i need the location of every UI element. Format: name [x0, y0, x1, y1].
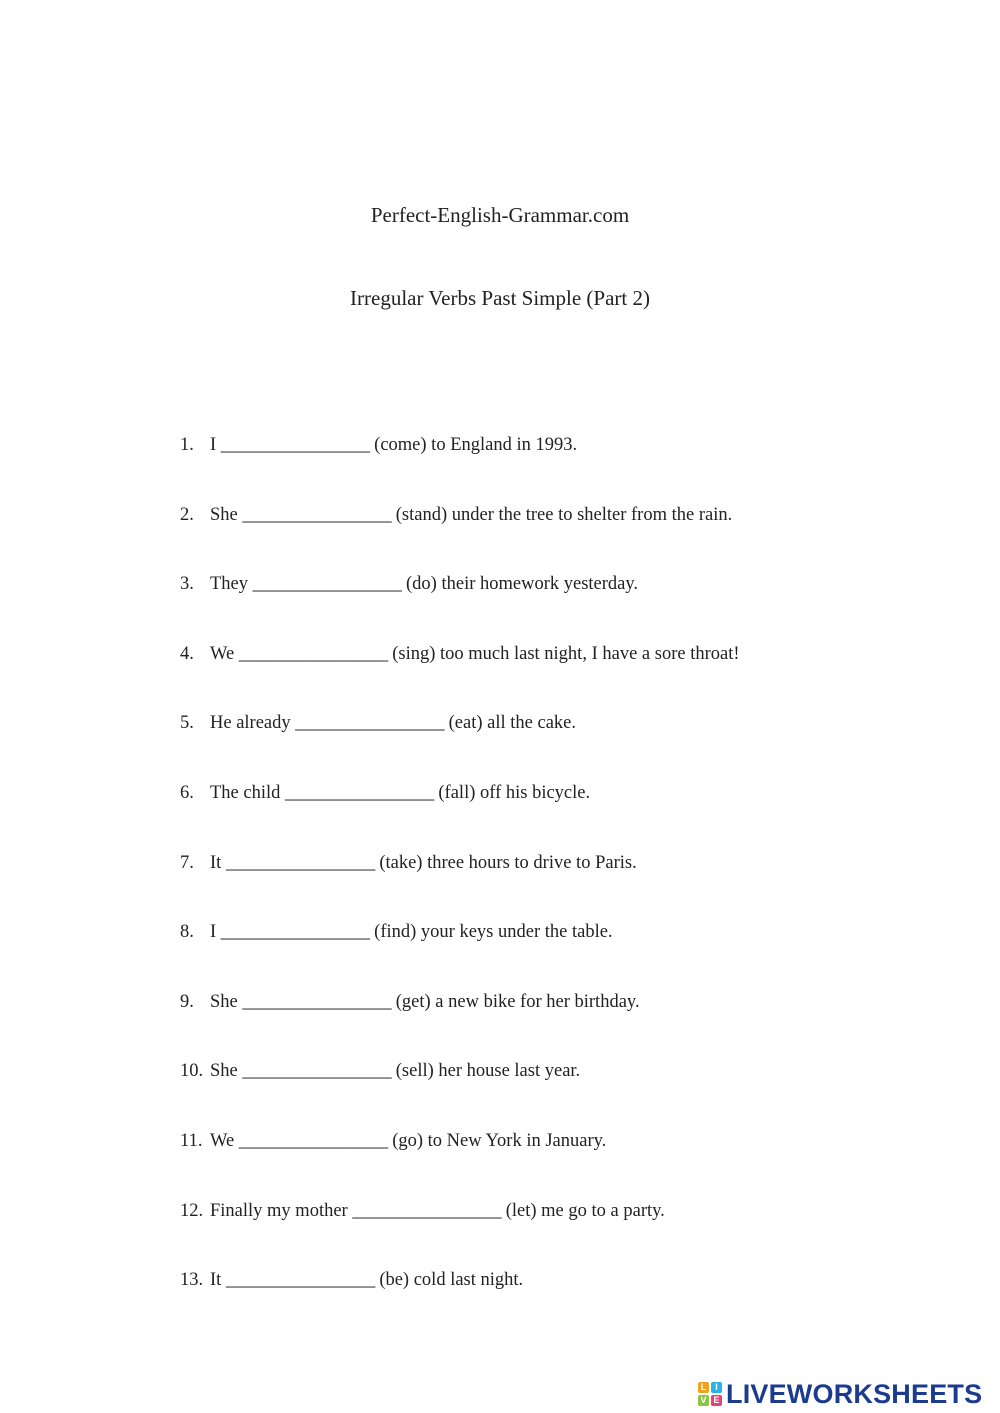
answer-blank[interactable]: _________________ [285, 782, 434, 803]
answer-blank[interactable]: _________________ [238, 643, 388, 664]
exercise-item [180, 710, 940, 780]
exercise-number: 1. [180, 435, 194, 455]
answer-blank[interactable]: _________________ [242, 1061, 392, 1082]
answer-blank[interactable]: _________________ [252, 574, 402, 595]
logo-icon-square: I [711, 1382, 722, 1393]
exercise-list [180, 432, 940, 1337]
site-name: Perfect-English-Grammar.com [370, 203, 630, 227]
exercise-number: 8. [180, 922, 194, 943]
exercise-prompt: (sing) too much last night, I have a sore throat! [392, 643, 740, 664]
answer-blank[interactable]: _________________ [295, 713, 445, 734]
exercise-subject: She [210, 991, 238, 1012]
answer-blank[interactable]: _________________ [242, 991, 392, 1012]
exercise-prompt: (let) me go to a party. [505, 1200, 665, 1221]
exercise-prompt: (find) your keys under the table. [374, 922, 613, 943]
answer-blank[interactable]: _________________ [220, 922, 370, 943]
logo-icon-square: V [698, 1395, 709, 1406]
exercise-item [180, 780, 940, 850]
answer-blank[interactable]: _________________ [242, 504, 392, 525]
exercise-subject: She [210, 504, 238, 525]
answer-blank[interactable]: _________________ [352, 1200, 502, 1221]
exercise-prompt: (do) their homework yesterday. [406, 574, 639, 595]
exercise-prompt: (stand) under the tree to shelter from the rain. [395, 504, 733, 525]
exercise-item [180, 850, 940, 920]
answer-blank[interactable]: _________________ [225, 1270, 375, 1291]
exercise-prompt: (fall) off his bicycle. [438, 782, 591, 803]
exercise-number: 13. [180, 1270, 204, 1291]
liveworksheets-logo [698, 1379, 982, 1409]
exercise-prompt: (get) a new bike for her birthday. [395, 991, 640, 1012]
exercise-subject: They [210, 574, 249, 595]
exercise-prompt: (sell) her house last year. [395, 1061, 581, 1082]
exercise-prompt: (be) cold last night. [379, 1270, 524, 1291]
exercise-subject: Finally my mother [210, 1200, 348, 1221]
exercise-subject: He already [210, 713, 291, 734]
exercise-number: 9. [180, 991, 194, 1012]
liveworksheets-icon [698, 1382, 722, 1406]
exercise-subject: It [210, 1270, 222, 1291]
exercise-item [180, 1198, 940, 1268]
exercise-number: 11. [180, 1130, 203, 1151]
exercise-number: 12. [180, 1200, 204, 1221]
exercise-item [180, 989, 940, 1059]
exercise-item [180, 641, 940, 711]
exercise-subject: She [210, 1061, 238, 1082]
exercise-item [180, 571, 940, 641]
worksheet-title: Irregular Verbs Past Simple (Part 2) [350, 286, 650, 310]
exercise-prompt: (take) three hours to drive to Paris. [379, 852, 637, 873]
exercise-number: 7. [180, 852, 194, 873]
exercise-prompt: (eat) all the cake. [448, 713, 576, 734]
exercise-item [180, 1128, 940, 1198]
answer-blank[interactable]: _________________ [238, 1130, 388, 1151]
exercise-number: 6. [180, 782, 194, 803]
exercise-item [180, 1058, 940, 1128]
exercise-number: 5. [180, 713, 194, 734]
exercise-number: 10. [180, 1061, 204, 1082]
exercise-subject: I [210, 435, 217, 455]
exercise-number: 2. [180, 504, 194, 525]
logo-icon-square: E [711, 1395, 722, 1406]
exercise-subject: I [210, 922, 217, 943]
exercise-item [180, 1267, 940, 1337]
exercise-subject: We [210, 1130, 235, 1151]
exercise-prompt: (come) to England in 1993. [374, 435, 578, 455]
exercise-item [180, 919, 940, 989]
answer-blank[interactable]: _________________ [220, 435, 370, 455]
exercise-prompt: (go) to New York in January. [392, 1130, 607, 1151]
exercise-number: 4. [180, 643, 194, 664]
logo-icon-square: L [698, 1382, 709, 1393]
exercise-subject: We [210, 643, 235, 664]
answer-blank[interactable]: _________________ [225, 852, 375, 873]
liveworksheets-logo-text: LIVEWORKSHEETS [726, 1379, 983, 1409]
exercise-subject: It [210, 852, 222, 873]
exercise-item [180, 502, 940, 572]
exercise-item [180, 432, 940, 502]
exercise-number: 3. [180, 574, 194, 595]
exercise-subject: The child [210, 782, 281, 803]
